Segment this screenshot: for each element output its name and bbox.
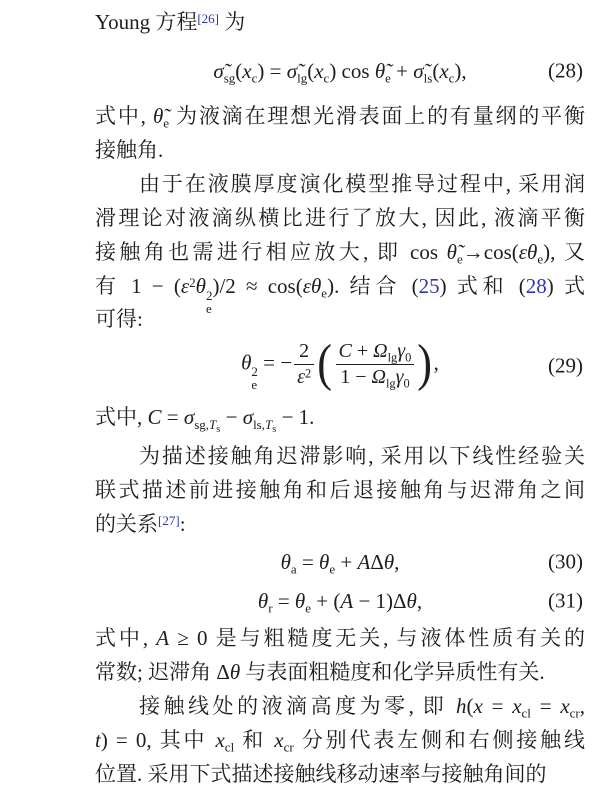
- body-line: 有 $1 - (\varepsilon^2\theta$ 2 e )$/2 \approx \cos(\varepsilon\theta_e)$. 结合 (25) 式和 (28) 式: [95, 274, 585, 317]
- body-line: t) = 0, 其中 $x_{cl}$ 和 $x_{cr}$ 分别代表左侧和右侧接触线: [95, 728, 586, 755]
- body-line-young-equation-intro: Young 方程[26] 为: [95, 10, 246, 34]
- body-line: 接触角也需进行相应放大, 即 $\cos \thetã_e\to\cos(\varepsilon\theta_e)$, 又: [95, 240, 585, 267]
- body-line-paragraph-end: 可得:: [95, 307, 143, 331]
- equation-ref-28[interactable]: 28: [525, 274, 547, 298]
- body-line: 式中, $\thetã_e$ 为液滴在理想光滑表面上的有量纲的平衡: [95, 104, 586, 131]
- body-line-paragraph-start: 由于在液膜厚度演化模型推导过程中, 采用润: [139, 172, 585, 196]
- body-line-paragraph-start: 为描述接触角迟滞影响, 采用以下线性经验关: [139, 444, 585, 468]
- equation-ref-25[interactable]: 25: [418, 274, 440, 298]
- body-line-clipped-bottom: 位置. 采用下式描述接触线移动速率与接触角间的: [95, 762, 547, 786]
- citation-ref-27[interactable]: [27]: [158, 513, 180, 529]
- equation-31: [95, 584, 585, 618]
- body-line-definition-C: 式中, $C = \sigma_{sg,T_s} - \sigma_{ls,T_s} - 1$.: [95, 405, 315, 435]
- body-line-paragraph-start: 接触线处的液滴高度为零, 即 $h(x = x_{cl} = x_{cr}$,: [139, 694, 586, 721]
- equation-28-math: $\sigmã_{sg}(x_c)$ = $\sigmã_{lg}(x_c)$ $\cos \thetã_e$ + $\sigmã_{ls}(x_c)$,: [213, 58, 467, 86]
- clipped-previous-line: [95, 0, 605, 4]
- equation-30: [95, 545, 585, 579]
- equation-28-number: (28): [548, 58, 583, 83]
- body-line: 联式描述前进接触角和后退接触角与迟滞角之间: [95, 478, 585, 502]
- equation-30-number: (30): [548, 549, 583, 574]
- equation-30-math: $\theta_a = \theta_e + A\Delta\theta$,: [280, 549, 400, 577]
- citation-ref-26[interactable]: [26]: [197, 11, 220, 27]
- equation-31-math: $\theta_r = \theta_e + (A - 1)\Delta\theta$,: [257, 588, 423, 616]
- body-line: 滑理论对液滴纵横比进行了放大, 因此, 液滴平衡: [95, 206, 585, 230]
- equation-28: [95, 48, 585, 94]
- body-line-paragraph-end: 常数; 迟滞角 Δθ 与表面粗糙度和化学异质性有关.: [95, 660, 545, 684]
- equation-29: [95, 337, 585, 395]
- body-line-paragraph-end: 接触角.: [95, 138, 164, 162]
- equation-29-math: θ 2 e = − $\frac{2}{\varepsilon^2}$ ( $\frac{C + \Omega_{lg}\gamma_0}{1 - \Omega_{lg}\gamma_0}$ ),: [241, 335, 439, 393]
- body-line-paragraph-end: 的关系[27]:: [95, 512, 186, 536]
- equation-31-number: (31): [548, 588, 583, 613]
- equation-29-number: (29): [548, 353, 583, 378]
- body-line-definition-A: 式中, A ≥ 0 是与粗糙度无关, 与液体性质有关的: [95, 626, 586, 650]
